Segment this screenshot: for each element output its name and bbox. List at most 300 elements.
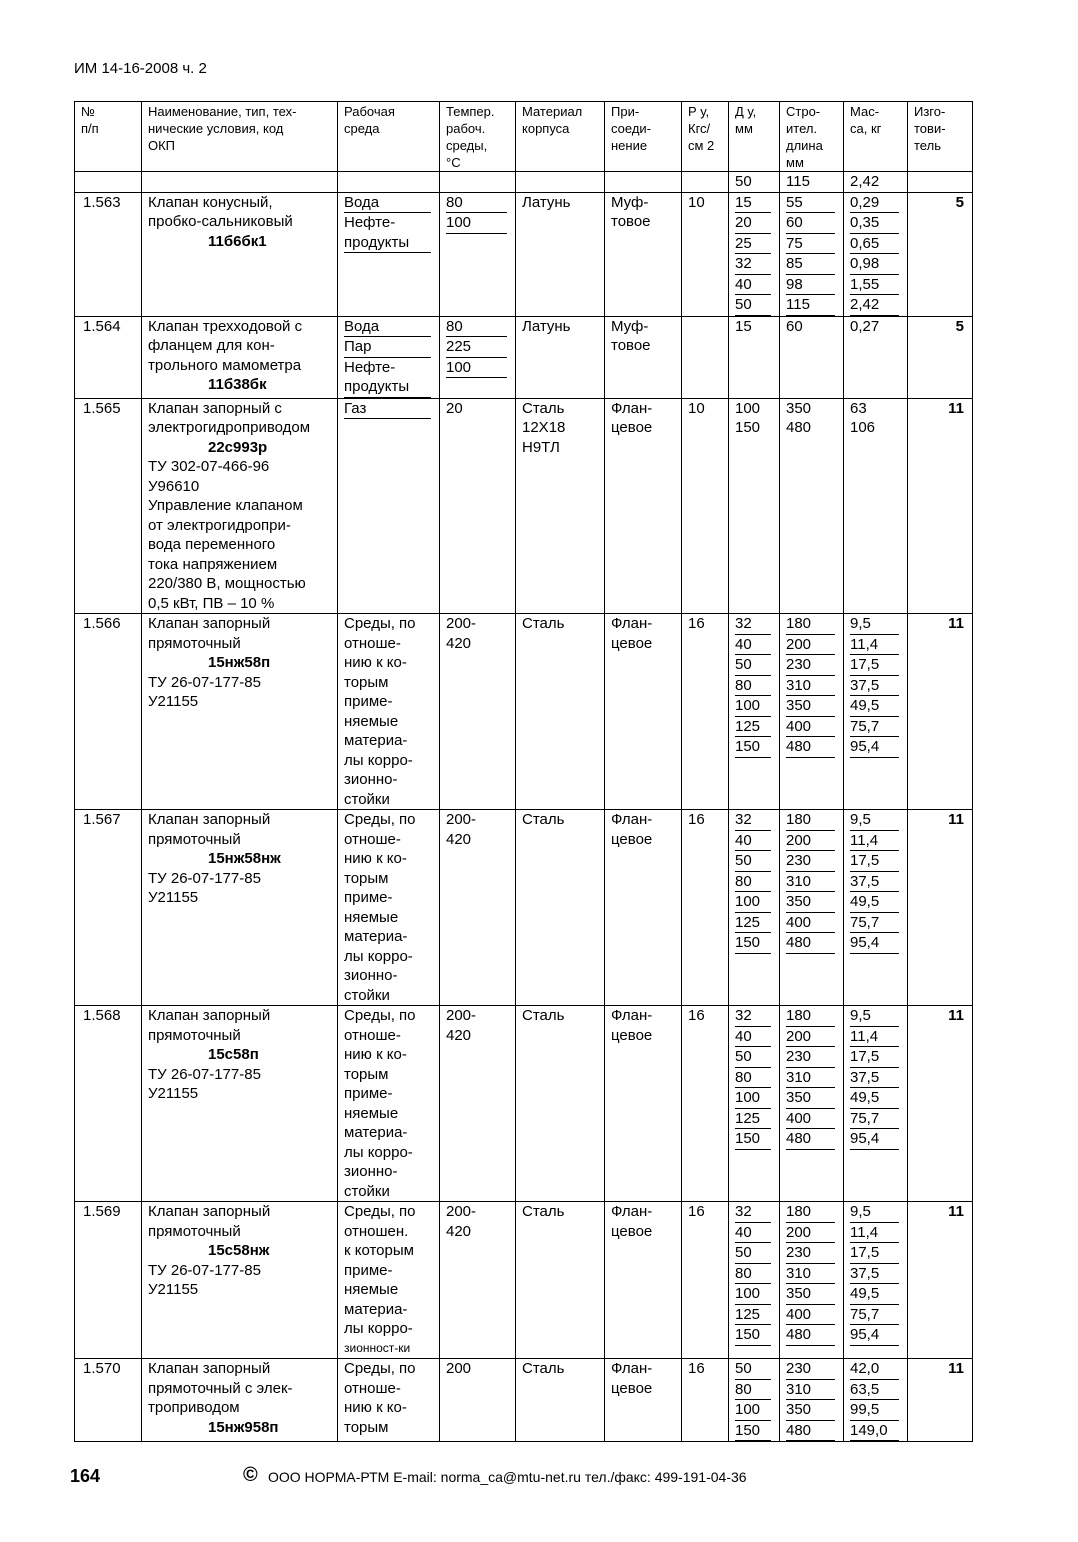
medium-line: Среды, по: [344, 1203, 416, 1220]
manufacturer-code: 11: [948, 1203, 964, 1220]
type-code: 15с58п: [208, 1046, 259, 1063]
medium-line: лы корро-: [344, 947, 413, 965]
table-row: [75, 1359, 973, 1442]
medium-line: приме-: [344, 889, 393, 906]
manufacturer-code: 11: [948, 1007, 964, 1024]
dn-value: 150: [735, 419, 761, 436]
length-value: 400: [786, 913, 835, 934]
row-number-text: 1.567: [83, 811, 121, 828]
header-cell: [780, 102, 844, 172]
mass-value: 9,5: [850, 614, 899, 635]
length-value: 350: [786, 1088, 835, 1109]
header-cell: [908, 102, 973, 172]
medium-line: Среды, по: [344, 1360, 416, 1377]
mass-value: 0,35: [850, 213, 899, 234]
mass-value: 49,5: [850, 1088, 899, 1109]
header-text: Наименование, тип, тех-: [148, 104, 297, 119]
medium-line: нию к ко-: [344, 654, 407, 671]
connection: [605, 1359, 682, 1442]
nominal-diameter: [729, 1202, 780, 1359]
item-name: [142, 810, 338, 1006]
manufacturer-code: 11: [948, 399, 964, 417]
mass-value: 37,5: [850, 1068, 899, 1089]
connection-line: товое: [611, 213, 651, 230]
mass: [844, 316, 908, 398]
temperature-value: 200- 420: [446, 1007, 477, 1044]
manufacturer: [908, 614, 973, 810]
mass-value: 0,27: [850, 317, 880, 335]
mass: [844, 398, 908, 614]
length-value: 310: [786, 1380, 835, 1401]
name-line: прямоточный: [148, 1026, 241, 1044]
temperature-value: 80: [446, 317, 507, 338]
connection: [605, 810, 682, 1006]
temperature: [440, 316, 516, 398]
length-value: 350: [786, 1400, 835, 1421]
pressure-value: 10: [688, 193, 705, 211]
mass-value: 95,4: [850, 933, 899, 954]
mass-value: 2,42: [850, 295, 899, 316]
mass-value: 49,5: [850, 696, 899, 717]
connection-line: Флан-: [611, 1360, 653, 1377]
pressure: [682, 1006, 729, 1202]
dn-value: 20: [735, 213, 771, 234]
body-material: [516, 192, 605, 316]
header-cell: [682, 102, 729, 172]
header-text: Изго-: [914, 104, 946, 119]
nominal-diameter: [729, 1359, 780, 1442]
length-value: 180: [786, 1202, 835, 1223]
working-medium: [338, 1202, 440, 1359]
type-code: 11б6бк1: [208, 232, 267, 250]
cont-cell: [516, 172, 605, 193]
pressure-value: 16: [688, 811, 705, 828]
header-text: Рабочая: [344, 104, 395, 119]
connection-line: цевое: [611, 419, 653, 436]
header-text: длина: [786, 138, 823, 153]
working-medium: [338, 398, 440, 614]
mass-value: 49,5: [850, 1284, 899, 1305]
header-text: Материал: [522, 104, 583, 119]
medium-line: нию к ко-: [344, 1399, 407, 1416]
nominal-diameter: [729, 398, 780, 614]
temperature: [440, 398, 516, 614]
build-length: [780, 614, 844, 810]
mass-value: 49,5: [850, 892, 899, 913]
table-row: [75, 614, 973, 810]
row-number: [75, 810, 142, 1006]
manufacturer: [908, 316, 973, 398]
name-extra-line: У21155: [148, 1085, 199, 1102]
dn-value: 40: [735, 635, 771, 656]
temperature: [440, 1006, 516, 1202]
name-line: Клапан запорный с: [148, 399, 282, 417]
header-text: ител.: [786, 121, 818, 136]
medium-line: торым: [344, 869, 389, 887]
length-value: 230: [786, 1243, 835, 1264]
name-extra-line: У21155: [148, 889, 199, 906]
table-header-row: [75, 102, 973, 172]
row-number-text: 1.563: [83, 193, 121, 211]
header-cell: [75, 102, 142, 172]
temperature: [440, 192, 516, 316]
name-extra-line: У21155: [148, 1281, 199, 1298]
dn-value: 100: [735, 399, 761, 417]
pressure: [682, 316, 729, 398]
medium-line: лы корро-: [344, 1320, 413, 1337]
name-line: прямоточный: [148, 830, 241, 848]
name-line: Клапан запорный: [148, 615, 271, 632]
working-medium: [338, 316, 440, 398]
mass-value: 17,5: [850, 1243, 899, 1264]
header-text: ОКП: [148, 138, 176, 153]
manufacturer: [908, 1359, 973, 1442]
row-number: [75, 1006, 142, 1202]
mass-value: 9,5: [850, 1006, 899, 1027]
cont-cell: [780, 172, 844, 193]
dn-value: 100: [735, 892, 771, 913]
length-value: 400: [786, 1305, 835, 1326]
working-medium: [338, 1359, 440, 1442]
dn-value: 32: [735, 1202, 771, 1223]
table-row: [75, 1006, 973, 1202]
item-name: [142, 192, 338, 316]
material-line: Сталь: [522, 811, 565, 828]
mass-value: 17,5: [850, 1047, 899, 1068]
header-cell: [844, 102, 908, 172]
mass: [844, 810, 908, 1006]
name-line: прямоточный с элек-: [148, 1379, 293, 1397]
mass: [844, 1359, 908, 1442]
name-extra-line: вода переменного: [148, 536, 276, 553]
table-row: [75, 810, 973, 1006]
dn-value: 40: [735, 275, 771, 296]
length-value: 350: [786, 1284, 835, 1305]
medium-value: Нефте- продукты: [344, 358, 431, 398]
dn-value: 100: [735, 1284, 771, 1305]
cont-cell: [844, 172, 908, 193]
table-row: [75, 316, 973, 398]
pressure: [682, 1359, 729, 1442]
name-line: троприводом: [148, 1399, 240, 1416]
name-extra-line: 220/380 В, мощностью: [148, 575, 306, 592]
manufacturer-code: 11: [948, 1360, 964, 1377]
length-value: 230: [786, 1047, 835, 1068]
pressure-value: 16: [688, 1360, 705, 1377]
dn-value: 50: [735, 173, 752, 190]
medium-line: нию к ко-: [344, 850, 407, 867]
working-medium: [338, 614, 440, 810]
header-text: среда: [344, 121, 380, 136]
build-length: [780, 316, 844, 398]
material-line: Латунь: [522, 193, 571, 211]
header-text: Кгс/: [688, 121, 711, 136]
medium-line: материа-: [344, 1124, 408, 1141]
table-row: [75, 1202, 973, 1359]
dn-value: 125: [735, 1305, 771, 1326]
connection-line: цевое: [611, 1222, 653, 1240]
name-line: Клапан запорный: [148, 1203, 271, 1220]
pressure-value: 16: [688, 1007, 705, 1024]
type-code: 15нж58нж: [208, 850, 281, 867]
length-value: 200: [786, 831, 835, 852]
mass: [844, 614, 908, 810]
mass-value: 95,4: [850, 737, 899, 758]
mass-value: 0,65: [850, 234, 899, 255]
build-length: [780, 1359, 844, 1442]
header-cell: [516, 102, 605, 172]
item-name: [142, 1359, 338, 1442]
pressure: [682, 398, 729, 614]
item-name: [142, 1006, 338, 1202]
type-code: 22с993р: [208, 438, 268, 456]
manufacturer: [908, 1202, 973, 1359]
cont-cell: [729, 172, 780, 193]
medium-line: стойки: [344, 1182, 390, 1200]
length-value: 55: [786, 193, 835, 214]
name-line: пробко-сальниковый: [148, 213, 293, 230]
row-number-text: 1.568: [83, 1007, 121, 1024]
name-line: электрогидроприводом: [148, 419, 311, 436]
mass-value: 11,4: [850, 831, 899, 852]
dn-value: 100: [735, 696, 771, 717]
name-line: фланцем для кон-: [148, 337, 275, 354]
name-line: Клапан запорный: [148, 1007, 271, 1024]
header-cell: [605, 102, 682, 172]
length-value: 400: [786, 1109, 835, 1130]
material-line: Латунь: [522, 317, 571, 335]
name-extra-line: ТУ 26-07-177-85: [148, 869, 261, 887]
length-value: 230: [786, 851, 835, 872]
length-value: 200: [786, 1027, 835, 1048]
mass-value: 75,7: [850, 717, 899, 738]
medium-line: материа-: [344, 928, 408, 945]
header-text: мм: [786, 155, 804, 170]
build-length: [780, 398, 844, 614]
dn-value: 150: [735, 737, 771, 758]
material-line: Сталь: [522, 1360, 565, 1377]
working-medium: [338, 192, 440, 316]
row-number: [75, 1202, 142, 1359]
length-value: 180: [786, 1006, 835, 1027]
dn-value: 80: [735, 1264, 771, 1285]
row-number: [75, 1359, 142, 1442]
dn-value: 125: [735, 913, 771, 934]
connection: [605, 614, 682, 810]
body-material: [516, 398, 605, 614]
length-value: 480: [786, 933, 835, 954]
name-extra-line: У96610: [148, 477, 200, 495]
mass-value: 75,7: [850, 1305, 899, 1326]
medium-line: зионно-: [344, 967, 398, 984]
dn-value: 50: [735, 851, 771, 872]
pressure: [682, 614, 729, 810]
header-text: Мас-: [850, 104, 880, 119]
mass: [844, 1202, 908, 1359]
medium-line: отноше-: [344, 830, 401, 848]
build-length: [780, 1202, 844, 1359]
medium-line: нию к ко-: [344, 1046, 407, 1063]
name-line: Клапан запорный: [148, 1360, 271, 1377]
body-material: [516, 1006, 605, 1202]
dn-value: 150: [735, 1421, 771, 1442]
medium-line: приме-: [344, 1085, 393, 1102]
medium-line: лы корро-: [344, 751, 413, 769]
length-value: 200: [786, 635, 835, 656]
material-line: Сталь: [522, 399, 565, 417]
connection: [605, 316, 682, 398]
medium-line: няемые: [344, 908, 399, 926]
connection-line: цевое: [611, 1379, 653, 1397]
header-cell: [338, 102, 440, 172]
manufacturer-code: 11: [948, 811, 964, 828]
manufacturer: [908, 192, 973, 316]
medium-line: к которым: [344, 1242, 414, 1259]
row-number-text: 1.564: [83, 317, 121, 335]
row-number-text: 1.566: [83, 615, 121, 632]
name-extra-line: 0,5 кВт, ПВ – 10 %: [148, 594, 275, 612]
temperature-value: 200- 420: [446, 811, 477, 848]
medium-line: торым: [344, 1418, 389, 1436]
header-text: При-: [611, 104, 640, 119]
medium-line: стойки: [344, 986, 390, 1004]
connection-line: товое: [611, 337, 651, 354]
temperature: [440, 1202, 516, 1359]
medium-line: приме-: [344, 1261, 393, 1279]
connection: [605, 192, 682, 316]
material-line: Сталь: [522, 1203, 565, 1220]
name-line: прямоточный: [148, 1222, 241, 1240]
mass-value: 17,5: [850, 655, 899, 676]
working-medium: [338, 810, 440, 1006]
connection-line: Флан-: [611, 399, 653, 417]
name-extra-line: от электрогидропри-: [148, 516, 291, 534]
header-text: №: [81, 104, 95, 119]
header-text: рабоч.: [446, 121, 486, 136]
name-extra-line: У21155: [148, 693, 199, 710]
length-value: 480: [786, 1421, 835, 1442]
connection: [605, 398, 682, 614]
header-cell: [729, 102, 780, 172]
mass-value: 149,0: [850, 1421, 899, 1442]
header-text: тель: [914, 138, 941, 153]
dn-value: 15: [735, 193, 771, 214]
page-footer: [0, 1463, 1078, 1493]
footer-contacts: ООО НОРМА-РТМ E-mail: norma_ca@mtu-net.ru тел./факс: 499-191-04-36: [268, 1469, 747, 1485]
temperature-value: 225: [446, 337, 507, 358]
length-value: 230: [786, 1359, 835, 1380]
row-number-text: 1.570: [83, 1360, 121, 1377]
dn-value: 32: [735, 614, 771, 635]
type-code: 15с58нж: [208, 1242, 270, 1259]
dn-value: 32: [735, 1006, 771, 1027]
name-line: прямоточный: [148, 634, 241, 652]
dn-value: 40: [735, 831, 771, 852]
header-text: Стро-: [786, 104, 821, 119]
header-text: °С: [446, 155, 461, 170]
mass-value: 1,55: [850, 275, 899, 296]
connection-line: Флан-: [611, 615, 653, 632]
medium-line: стойки: [344, 790, 390, 808]
material-line: 12Х18: [522, 419, 566, 436]
header-text: са, кг: [850, 121, 882, 136]
row-number-text: 1.569: [83, 1203, 121, 1220]
cont-cell: [75, 172, 142, 193]
valve-spec-table: [74, 101, 973, 1442]
mass-value: 37,5: [850, 676, 899, 697]
body-material: [516, 614, 605, 810]
medium-line: торым: [344, 673, 389, 691]
connection-line: цевое: [611, 830, 653, 848]
mass-value: 11,4: [850, 1027, 899, 1048]
medium-line: отноше-: [344, 634, 401, 652]
mass-value: 11,4: [850, 1223, 899, 1244]
dn-value: 125: [735, 717, 771, 738]
mass-value: 9,5: [850, 1202, 899, 1223]
name-line: Клапан запорный: [148, 811, 271, 828]
header-cell: [440, 102, 516, 172]
temperature-value: 80: [446, 193, 507, 214]
body-material: [516, 1359, 605, 1442]
medium-line: Среды, по: [344, 615, 416, 632]
name-extra-line: ТУ 302-07-466-96: [148, 458, 270, 475]
cont-cell: [605, 172, 682, 193]
build-length: [780, 810, 844, 1006]
pressure-value: 16: [688, 615, 705, 632]
header-text: Р у,: [688, 104, 710, 119]
length-value: 98: [786, 275, 835, 296]
length-value: 310: [786, 1068, 835, 1089]
dn-value: 150: [735, 1325, 771, 1346]
length-value: 310: [786, 676, 835, 697]
manufacturer-code: 5: [955, 193, 964, 211]
length-value: 350: [786, 399, 812, 417]
medium-line: зионно-: [344, 1163, 398, 1180]
dn-value: 32: [735, 810, 771, 831]
connection-line: Муф-: [611, 193, 649, 211]
dn-value: 100: [735, 1088, 771, 1109]
manufacturer-code: 5: [955, 317, 964, 335]
header-text: тови-: [914, 121, 946, 136]
length-value: 480: [786, 419, 812, 436]
row-number: [75, 614, 142, 810]
connection-line: цевое: [611, 634, 653, 652]
mass-value: 0,29: [850, 193, 899, 214]
page-number: 164: [70, 1466, 101, 1486]
dn-value: 40: [735, 1027, 771, 1048]
mass-value: 37,5: [850, 1264, 899, 1285]
dn-value: 80: [735, 1380, 771, 1401]
header-text: Д у,: [735, 104, 757, 119]
medium-line: Среды, по: [344, 811, 416, 828]
medium-line: материа-: [344, 732, 408, 749]
pressure-value: 10: [688, 399, 705, 417]
document-id: ИМ 14-16-2008 ч. 2: [74, 60, 207, 77]
manufacturer-code: 11: [948, 615, 964, 632]
name-line: трольного мамометра: [148, 356, 302, 374]
header-text: соеди-: [611, 121, 651, 136]
nominal-diameter: [729, 316, 780, 398]
length-value: 400: [786, 717, 835, 738]
copyright-icon: ©: [243, 1464, 258, 1486]
length-value: 310: [786, 872, 835, 893]
body-material: [516, 316, 605, 398]
item-name: [142, 316, 338, 398]
header-text: п/п: [81, 121, 99, 136]
length-value: 200: [786, 1223, 835, 1244]
temperature: [440, 614, 516, 810]
row-number: [75, 316, 142, 398]
